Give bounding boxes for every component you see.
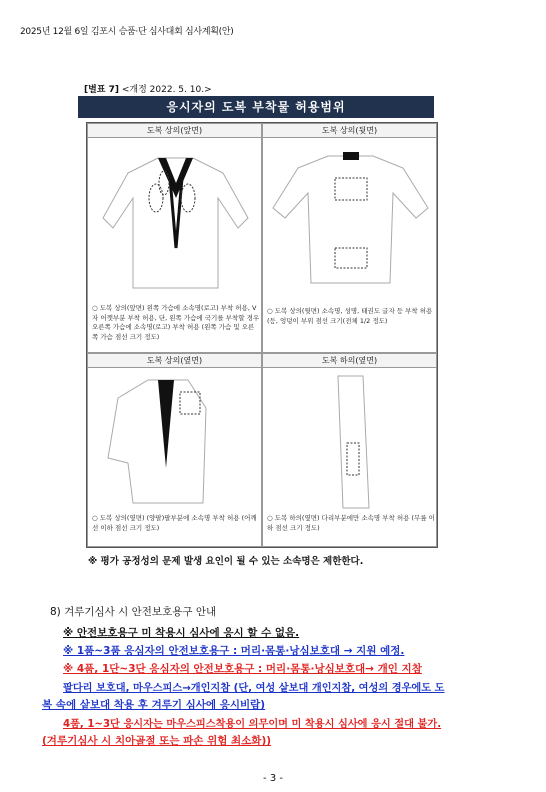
notice-line-4: 팔다리 보호대, 마우스피스→개인지참 (단, 여성 샅보대 개인지참, 여성의 경우에도 도 [63, 683, 445, 694]
notice-line-3: ※ 4품, 1단~3단 응심자의 안전보호용구 : 머리·몸통·낭심보호대→ 개인 지참 [63, 663, 422, 675]
table-title: 응시자의 도복 부착물 허용범위 [78, 96, 434, 118]
notice-line-6: 4품, 1~3단 응시자는 마우스피스착용이 의무이며 미 착용시 심사에 응시 절대 불가. [63, 719, 442, 730]
table-note: ※ 평가 공정성의 문제 발생 요인이 될 수 있는 소속명은 제한한다. [88, 556, 364, 567]
table-tag-revision: <개정 2022. 5. 10.> [121, 85, 212, 95]
notice-line-1: ※ 안전보호용구 미 착용시 심사에 응시 할 수 없음. [63, 627, 300, 639]
uniform-top-side-image [88, 368, 263, 518]
uniform-pants-image [263, 368, 438, 518]
notice-line-7: (겨루기심사 시 치아골절 또는 파손 위험 최소화)) [42, 735, 272, 747]
cell-caption: ○ 도복 상의(옆면) (양팔)팔부분에 소속명 부착 허용 (어깨선 이하 점선 크기 정도) [92, 514, 257, 532]
table-tag-label: [별표 7] [84, 85, 120, 95]
cell-caption: ○ 도복 상의(앞면) 왼쪽 가슴에 소속명(로고) 부착 허용, V자 어깻부분 부착 허용, 단, 왼쪽 가슴에 국기를 부착할 경우 오른쪽 가슴에 소속명(로고) 부착 허용 (왼쪽 가슴 및 오른쪽 가슴 점선 크기 정도) [92, 304, 260, 341]
page-number: - 3 - [263, 773, 283, 784]
cell-caption: ○ 도복 하의(옆면) 다리부분에만 소속명 부착 허용 (무릎 이하 점선 크기 정도) [267, 514, 435, 532]
cell-heading: 도복 하의(옆면) [263, 354, 436, 368]
cell-heading: 도복 상의(뒷면) [263, 124, 436, 138]
uniform-table [86, 122, 438, 548]
notice-line-5: 복 속에 샅보대 착용 후 겨루기 심사에 응시비람) [42, 699, 266, 711]
section-title: 8) 겨루기심사 시 안전보호용구 안내 [50, 606, 217, 618]
cell-pants-side [262, 353, 437, 547]
uniform-back-image [263, 138, 438, 298]
cell-back [262, 123, 437, 353]
cell-caption: ○ 도복 상의(뒷면) 소속명, 성명, 태권도 글자 등 부착 허용 (등, 엉덩이 부위 점선 크기(전체 1/2 정도) [267, 307, 433, 325]
page-header: 2025년 12월 6일 김포시 승품·단 심사대회 심사계획(안) [20, 27, 234, 37]
cell-heading: 도복 상의(앞면) [88, 124, 261, 138]
cell-top-side [87, 353, 262, 547]
notice-line-2: ※ 1품~3품 응심자의 안전보호용구 : 머리·몸통·낭심보호대 → 지원 예정. [63, 645, 405, 657]
table-tag [84, 82, 212, 95]
cell-front [87, 123, 262, 353]
cell-heading: 도복 상의(옆면) [88, 354, 261, 368]
uniform-front-image [88, 138, 263, 313]
